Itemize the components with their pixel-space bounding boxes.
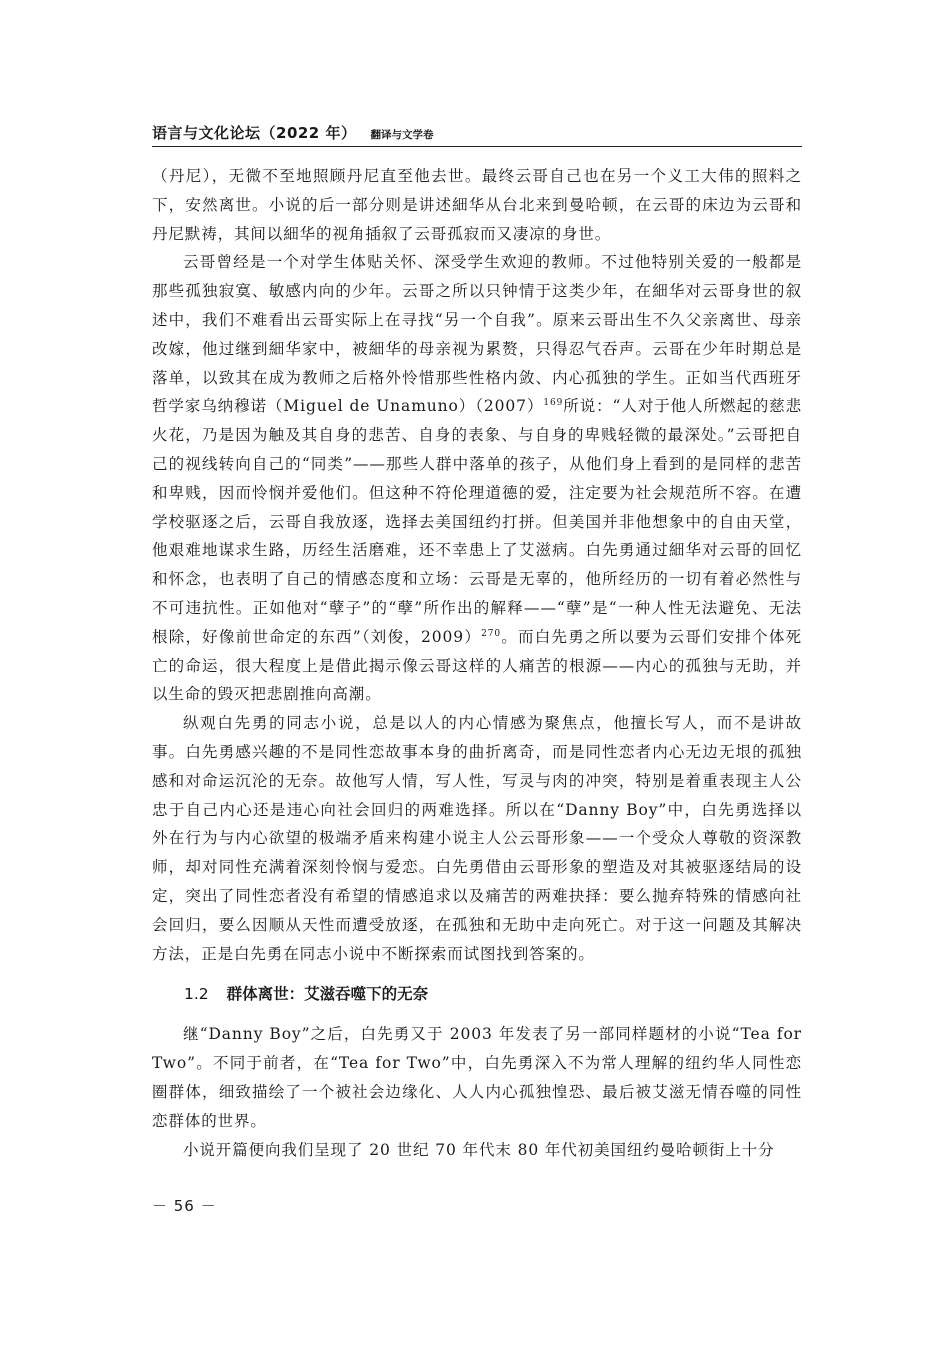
- paragraph-2: [152, 248, 802, 709]
- citation-superscript-2: 270: [481, 628, 501, 639]
- section-heading: [152, 980, 802, 1008]
- paragraph-5: 小说开篇便向我们呈现了 20 世纪 70 年代末 80 年代初美国纽约曼哈顿街上十分: [183, 1140, 775, 1159]
- running-header: [152, 119, 802, 147]
- paragraph-3: 纵观白先勇的同志小说，总是以人的内心情感为聚焦点，他擅长写人，而不是讲故事。白先勇感兴趣的不是同性恋故事本身的曲折离奇，而是同性恋者内心无边无垠的孤独感和对命运沉沦的无奈。故他写人情，写人性，写灵与肉的冲突，特别是着重表现主人公忠于自己内心还是违心向社会回归的两难选择。所以在“Danny Boy”中，白先勇选择以外在行为与内心欲望的极端矛盾来构建小说主人公云哥形象——一个受众人尊敬的资深教师，却对同性充满着深刻怜悯与爱恋。白先勇借由云哥形象的塑造及对其被驱逐结局的设定，突出了同性恋者没有希望的情感追求以及痛苦的两难抉择：要么抛弃特殊的情感向社会回归，要么因顺从天性而遭受放逐，在孤独和无助中走向死亡。对于这一问题及其解决方法，正是白先勇在同志小说中不断探索而试图找到答案的。: [152, 714, 802, 963]
- paragraph-4: 继“Danny Boy”之后，白先勇又于 2003 年发表了另一部同样题材的小说“Tea for Two”。不同于前者，在“Tea for Two”中，白先勇深入不为常人理解的纽约华人同性恋圈群体，细致描绘了一个被社会边缘化、人人内心孤独惶恐、最后被艾滋无情吞噬的同性恋群体的世界。: [152, 1025, 802, 1130]
- section-title: 群体离世：艾滋吞噬下的无奈: [226, 985, 429, 1004]
- journal-title: 语言与文化论坛（2022 年）: [152, 124, 357, 142]
- paragraph-1: （丹尼），无微不至地照顾丹尼直至他去世。最终云哥自己也在另一个义工大伟的照料之下，安然离世。小说的后一部分则是讲述細华从台北来到曼哈顿，在云哥的床边为云哥和丹尼默祷，其间以細华的视角插叙了云哥孤寂而又凄凉的身世。: [152, 167, 802, 243]
- paragraph-2-part-3: 。而白先勇之所以要为云哥们安排个体死亡的命运，很大程度上是借此揭示像云哥这样的人痛苦的根源——内心的孤独与无助，并以生命的毁灭把悲剧推向高潮。: [152, 627, 803, 704]
- paragraph-2-part-1: 云哥曾经是一个对学生体贴关怀、深受学生欢迎的教师。不过他特别关爱的一般都是那些孤独寂寞、敏感内向的少年。云哥之所以只钟情于这类少年，在細华对云哥身世的叙述中，我们不难看出云哥实际上在寻找“另一个自我”。原来云哥出生不久父亲离世、母亲改嫁，他过继到細华家中，被細华的母亲视为累赘，只得忍气吞声。云哥在少年时期总是落单，以致其在成为教师之后格外怜惜那些性格内敛、内心孤独的学生。正如当代西班牙哲学家乌纳穆诺（Miguel de Unamuno）（2007）: [152, 253, 802, 416]
- volume-title: 翻译与文学卷: [370, 129, 434, 141]
- section-number: 1.2: [184, 985, 209, 1004]
- citation-superscript-1: 169: [543, 398, 564, 409]
- page-number: － 56 －: [152, 1197, 217, 1215]
- body-text: [152, 162, 802, 1164]
- paragraph-2-part-2: 所说：“人对于他人所燃起的慈悲火花，乃是因为触及其自身的悲苦、自身的表象、与自身的卑贱轻微的最深处。”云哥把自己的视线转向自己的“同类”——那些人群中落单的孩子，从他们身上看到的是同样的悲苦和卑贱，因而怜悯并爱他们。但这种不符伦理道德的爱，注定要为社会规范所不容。在遭学校驱逐之后，云哥自我放逐，选择去美国纽约打拼。但美国并非他想象中的自由天堂，他艰难地谋求生路，历经生活磨难，还不幸患上了艾滋病。白先勇通过細华对云哥的回忆和怀念，也表明了自己的情感态度和立场：云哥是无辜的，他所经历的一切有着必然性与不可违抗性。正如他对“孽子”的“孽”所作出的解释——“孽”是“一种人性无法避免、无法根除，好像前世命定的东西”（刘俊，2009）: [152, 397, 802, 646]
